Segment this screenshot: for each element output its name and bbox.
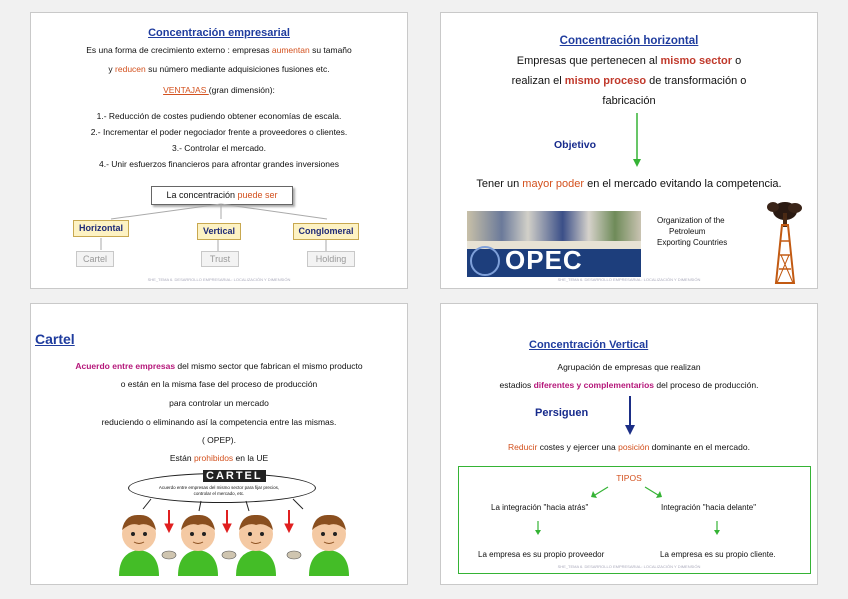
concentration-root-box: La concentración puede ser	[151, 186, 293, 205]
bubble-text-1: Acuerdo entre empresas del mismo sector para fijar precios,	[158, 485, 280, 490]
subtype-cartel: Cartel	[76, 251, 114, 267]
definition-line-3: fabricación	[602, 95, 656, 107]
slide-title: Cartel	[35, 331, 75, 347]
type-horizontal: Horizontal	[73, 220, 129, 237]
tree-connectors	[31, 13, 408, 289]
definition-line-6: Están prohibidos en la UE	[169, 453, 269, 463]
integration-backward: La integración "hacia atrás"	[491, 503, 589, 512]
definition-line-1: Agrupación de empresas que realizan	[557, 362, 701, 372]
opec-org-name: Organization of the Petroleum Exporting Countries	[657, 216, 728, 247]
cartel-word: CARTEL	[203, 470, 266, 482]
advantage-item: 4.- Unir esfuerzos financieros para afrontar grandes inversiones	[98, 159, 339, 169]
advantage-item: 2.- Incrementar el poder negociador frente a proveedores o clientes.	[90, 127, 348, 137]
slide-concentracion-empresarial	[30, 12, 408, 289]
slide-concentracion-horizontal	[440, 12, 818, 289]
opec-photo	[467, 211, 641, 277]
forward-description: La empresa es su propio cliente.	[660, 550, 776, 559]
opec-logo-icon	[470, 246, 500, 276]
type-conglomeral: Conglomeral	[293, 223, 359, 240]
goal-line: Tener un mayor poder en el mercado evitando la competencia.	[476, 178, 782, 190]
subtype-trust: Trust	[201, 251, 239, 267]
slide-concentracion-vertical	[440, 303, 818, 585]
opec-wordmark: OPEC	[505, 245, 583, 275]
ventajas-heading: VENTAJAS (gran dimensión):	[163, 85, 275, 95]
flags-backdrop	[467, 211, 641, 244]
slide-title: Concentración Vertical	[529, 339, 649, 351]
definition-line-2: estadios diferentes y complementarios del proceso de producción.	[499, 380, 759, 390]
definition-line-1: Es una forma de crecimiento externo : empresas aumentan su tamaño	[86, 45, 352, 55]
slide-title: Concentración horizontal	[559, 35, 699, 47]
persiguen-label: Persiguen	[535, 407, 589, 419]
tipos-label: TIPOS	[616, 473, 642, 483]
definition-line-1: Empresas que pertenecen al mismo sector o	[516, 55, 742, 67]
definition-line-3: para controlar un mercado	[169, 398, 269, 408]
advantage-item: 3.- Controlar el mercado.	[171, 143, 266, 153]
definition-line-2: y reducen su número mediante adquisiciones fusiones etc.	[108, 64, 330, 74]
slide-footer: SHE_TEMA 6. DESARROLLO EMPRESARIAL: LOCALIZACIÓN Y DIMENSIÓN	[147, 277, 291, 282]
bubble-text-2: controlar el mercado, etc.	[193, 491, 245, 496]
definition-line-2: o están en la misma fase del proceso de producción	[120, 379, 318, 389]
slide-cartel	[30, 303, 408, 585]
definition-line-1: Acuerdo entre empresas del mismo sector que fabrican el mismo producto	[75, 361, 363, 371]
slide-footer: SHE_TEMA 6. DESARROLLO EMPRESARIAL: LOCALIZACIÓN Y DIMENSIÓN	[557, 564, 701, 569]
backward-description: La empresa es su propio proveedor	[478, 550, 605, 559]
objetivo-label: Objetivo	[554, 139, 597, 151]
integration-forward: Integración "hacia delante"	[661, 503, 757, 512]
definition-line-5: ( OPEP).	[201, 435, 236, 445]
cartel-illustration	[31, 304, 408, 585]
goal-line: Reducir costes y ejercer una posición dominante en el mercado.	[508, 442, 750, 452]
type-vertical: Vertical	[197, 223, 241, 240]
slide-footer: SHE_TEMA 6. DESARROLLO EMPRESARIAL: LOCALIZACIÓN Y DIMENSIÓN	[557, 277, 701, 282]
definition-line-2: realizan el mismo proceso de transformación o	[511, 75, 747, 87]
advantage-item: 1.- Reducción de costes pudiendo obtener economías de escala.	[96, 111, 342, 121]
definition-line-4: reduciendo o eliminando así la competencia entre las mismas.	[101, 417, 337, 427]
oil-derrick-icon	[759, 199, 809, 285]
subtype-holding: Holding	[307, 251, 355, 267]
slide-title: Concentración empresarial	[148, 27, 290, 39]
